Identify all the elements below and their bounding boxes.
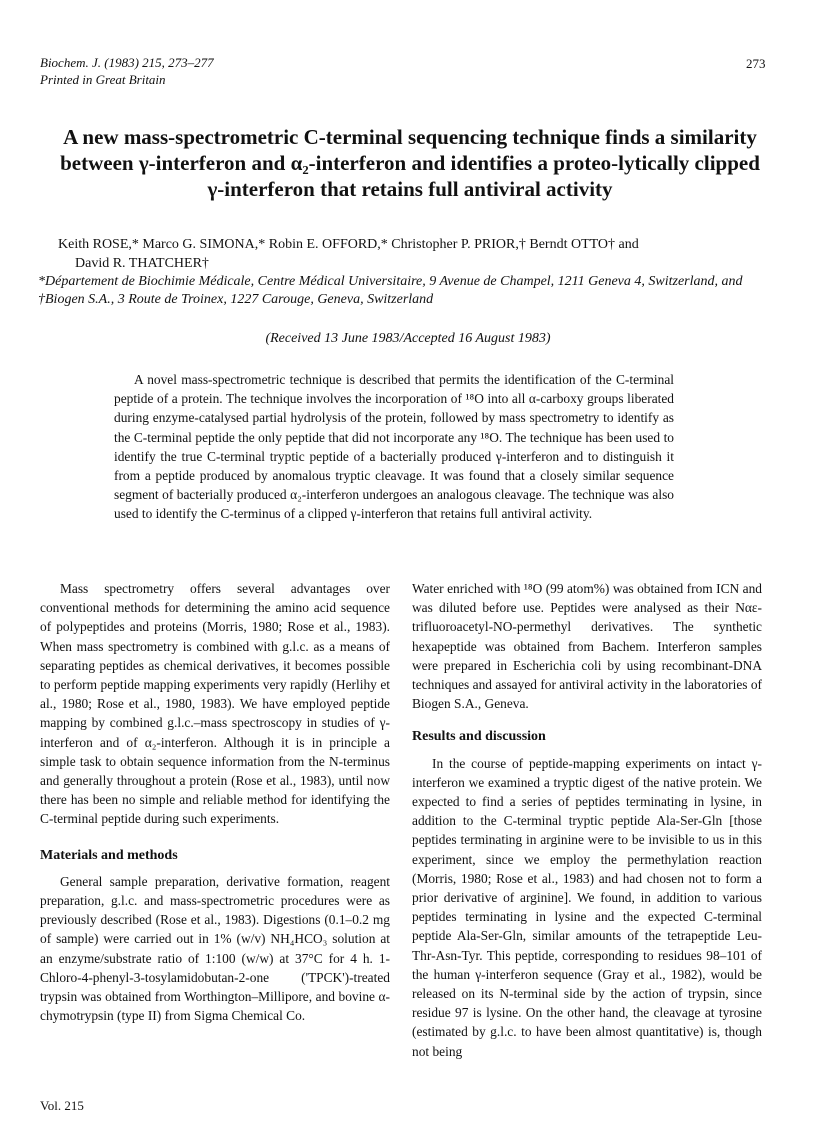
methods-heading: Materials and methods <box>40 847 178 863</box>
abstract: A novel mass-spectrometric technique is described that permits the identification of the C-terminal peptide of a protein. The technique involves the incorporation of ¹⁸O into all α-carboxy groups liberated during enzyme-catalysed partial hydrolysis of the protein, followed by mass spectrometry to identify as the C-terminal peptide the only peptide that did not incorporate any ¹⁸O. The technique has been used to identify the true C-terminal tryptic peptide of a bacterially produced γ-interferon and to distinguish it from a peptide produced by anomalous tryptic cleavage. It was found that a closely similar sequence segment of bacterially produced α₂-interferon undergoes an analogous cleavage. The technique was also used to identify the C-terminus of a clipped γ-interferon that retains full antiviral activity. <box>114 372 674 522</box>
printed-in: Printed in Great Britain <box>40 72 166 87</box>
results-paragraph: In the course of peptide-mapping experiments on intact γ-interferon we examined a tryptic digest of the native protein. We expected to find a series of peptides terminating in lysine, in addition to the C-terminal tryptic peptide Ala-Ser-Gln [those peptides terminating in arginine were to be invisible to us in this experiment, since we employ the permethylation reaction (Morris, 1980; Rose et al., 1983) and had chosen not to form a prior derivative of arginine]. We found, in addition to various peptides terminating in lysine and the expected C-terminal peptide Ala-Ser-Gln, similar amounts of the tetrapeptide Leu-Thr-Asn-Tyr. This peptide, corresponding to residues 98–101 of the human γ-interferon sequence (Gray et al., 1982), would be released on its N-terminal side by the action of trypsin, since residue 97 is lysine. On the other hand, the cleavage at tyrosine (estimated by g.l.c. to have been almost quantitative) is, though not being <box>412 755 762 1059</box>
intro-paragraph: Mass spectrometry offers several advantages over conventional methods for determining the amino acid sequence of polypeptides and proteins (Morris, 1980; Rose et al., 1983). When mass spectrometry is combined with g.l.c. as a means of separating peptides as chemical derivatives, it becomes possible to perform peptide mapping experiments very rapidly (Herlihy et al., 1980; Rose et al., 1980, 1983). We have employed peptide mapping by combined g.l.c.–mass spectroscopy in studies of γ-interferon and of α₂-interferon. Although it is in principle a simple task to obtain sequence information from the N-terminus and generally throughout a protein (Rose et al., 1983), until now there has been no simple and reliable method for identifying the C-terminal peptide during such experiments. <box>40 581 390 827</box>
author-list <box>58 235 778 273</box>
affiliations: *Département de Biochimie Médicale, Centre Médical Universitaire, 9 Avenue de Champel, 1211 Geneva 4, Switzerland, and †Biogen S.A., 3 Route de Troinex, 1227 Carouge, Geneva, Switzerland <box>38 274 743 307</box>
received-date: (Received 13 June 1983/Accepted 16 August 1983) <box>265 331 551 346</box>
journal-citation: Biochem. J. (1983) 215, 273–277 <box>40 55 214 70</box>
page-number: 273 <box>746 56 766 71</box>
methods-continued-paragraph: Water enriched with ¹⁸O (99 atom%) was obtained from ICN and was diluted before use. Peptides were analysed as their Nαε-trifluoroacetyl-NO-permethyl derivatives. The synthetic hexapeptide was obtained from Bachem. Interferon samples were prepared in Escherichia coli by using recombinant-DNA techniques and assayed for antiviral activity in the laboratories of Biogen S.A., Geneva. <box>412 581 762 712</box>
journal-citation-block <box>40 54 214 88</box>
article-title: A new mass-spectrometric C-terminal sequencing technique finds a similarity between γ-interferon and α₂-interferon and identifies a proteo-lytically clipped γ-interferon that retains full antiviral activity <box>60 125 760 201</box>
methods-paragraph: General sample preparation, derivative formation, reagent preparation, g.l.c. and mass-spectrometric procedures were as previously described (Rose et al., 1983). Digestions (0.1–0.2 mg of sample) were carried out in 1% (w/v) NH₄HCO₃ solution at an enzyme/substrate ratio of 1:100 (w/w) at 37°C for 4 h. 1-Chloro-4-phenyl-3-tosylamidobutan-2-one ('TPCK')-treated trypsin was obtained from Worthington–Millipore, and bovine α-chymotrypsin (type II) from Sigma Chemical Co. <box>40 873 390 1024</box>
author-line-2: David R. THATCHER† <box>75 256 209 271</box>
results-heading: Results and discussion <box>412 729 546 745</box>
right-column <box>412 579 762 1061</box>
volume-footer: Vol. 215 <box>40 1098 84 1113</box>
author-line-1: Keith ROSE,* Marco G. SIMONA,* Robin E. OFFORD,* Christopher P. PRIOR,† Berndt OTTO† and <box>58 237 639 252</box>
left-column <box>40 579 390 1025</box>
